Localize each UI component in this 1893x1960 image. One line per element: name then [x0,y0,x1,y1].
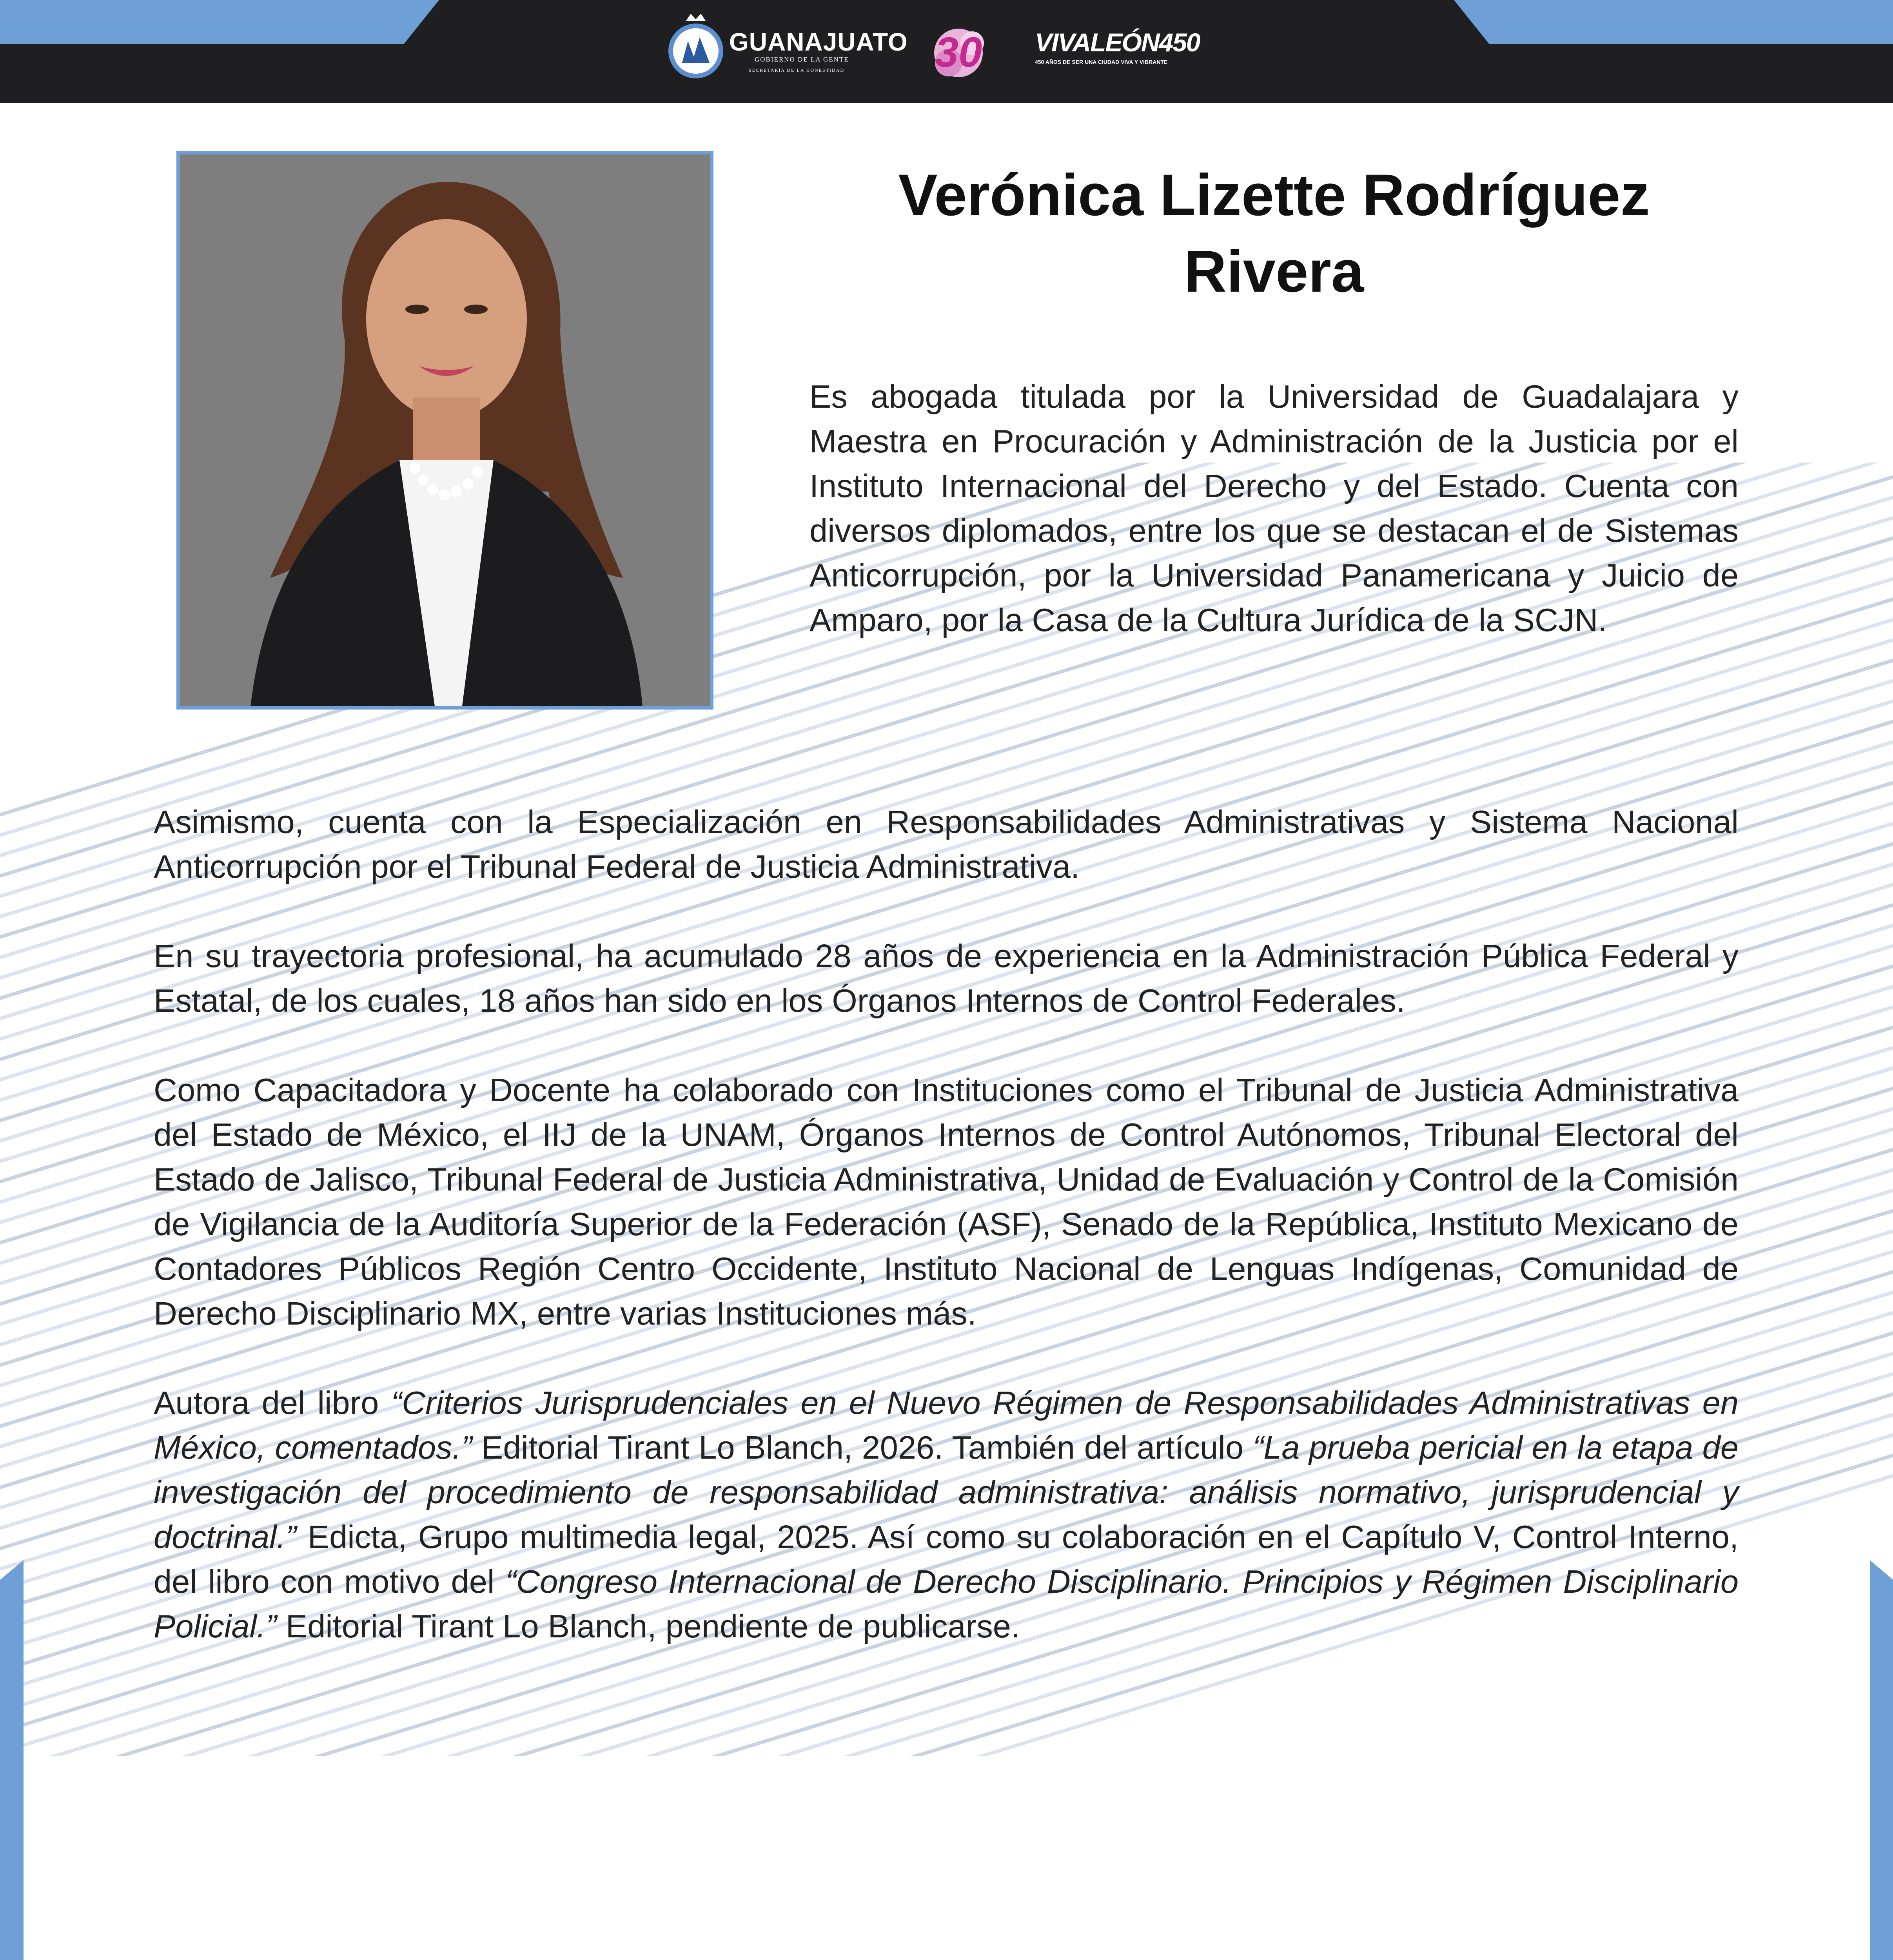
paragraph-specialization: Asimismo, cuenta con la Especialización en Responsabilidades Administrativas y Sistema Nacional Anticorrupción por el Tribunal Federal de Justicia Administrativa. [154,804,1739,885]
paragraph-teaching: Como Capacitadora y Docente ha colaborado con Instituciones como el Tribunal de Justicia Administrativa del Estado de México, el IIJ de la UNAM, Órganos Internos de Control Autónomos, Tribunal Electoral del Estado de Jalisco, Tribunal Federal de Justicia Administrativa, Unidad de Evaluación y Control de la Comisión de Vigilancia de la Auditoría Superior de la Federación (ASF), Senado de la República, Instituto Mexicano de Contadores Públicos Región Centro Occidente, Instituto Nacional de Lenguas Indígenas, Comunidad de Derecho Disciplinario MX, entre varias Instituciones más. [154,1072,1739,1332]
article-title: “La prueba pericial en la etapa de investigación del procedimiento de responsabilidad administrativa: análisis normativo, jurisprudencial y doctrinal.” [154,1429,1739,1555]
vivaleon-subtitle: 450 AÑOS DE SER UNA CIUDAD VIVA Y VIBRANTE [1035,59,1168,65]
vivaleon-logo [1035,27,1270,86]
intro-paragraph: Es abogada titulada por la Universidad de Guadalajara y Maestra en Procuración y Administración de la Justicia por el Instituto Internacional del Derecho y del Estado. Cuenta con diversos diplomados, entre los que se destacan el de Sistemas Anticorrupción, por la Universidad Panamericana y Juicio de Amparo, por la Casa de la Cultura Jurídica de la SCJN. [809,378,1739,638]
person-name-line2: Rivera [1184,238,1364,304]
header-accent-left [0,0,439,44]
publications-text-4: Editorial Tirant Lo Blanch, pendiente de publicarse. [276,1608,1020,1644]
guanajuato-title: GUANAJUATO [729,28,908,56]
publications-text-3: Edicta, Grupo multimedia legal, 2025. Así como su colaboración en el Capítulo V, Control Interno, del libro con motivo del [154,1519,1739,1600]
biography-body [154,800,1739,1693]
crest-icon [666,14,725,84]
book-title: “Criterios Jurisprudenciales en el Nuevo Régimen de Responsabilidades Administrativas en México, comentados.” [154,1385,1739,1466]
person-name [784,157,1764,310]
guanajuato-subtitle: GOBIERNO DE LA GENTE [755,56,849,63]
guanajuato-logo [666,12,909,90]
anniversary-number: 30 [935,28,982,76]
publications-text-1: Autora del libro [154,1385,391,1421]
header-accent-right [1454,0,1893,44]
anniversary-logo [925,16,996,86]
guanajuato-caption: SECRETARÍA DE LA HONESTIDAD [749,67,845,73]
paragraph-experience: En su trayectoria profesional, ha acumulado 28 años de experiencia en la Administración Pública Federal y Estatal, de los cuales, 18 años han sido en los Órganos Internos de Control Federales. [154,938,1739,1019]
vivaleon-title: VIVALEÓN450 [1035,28,1200,57]
congress-book-title: “Congreso Internacional de Derecho Disciplinario. Principios y Régimen Disciplinario Policial.” [154,1563,1739,1644]
profile-photo [176,151,713,710]
person-name-line1: Verónica Lizette Rodríguez [898,162,1650,228]
header-logos [612,12,1278,90]
publications-text-2: Editorial Tirant Lo Blanch, 2026. También del artículo [472,1429,1253,1466]
paragraph-publications [154,1381,1739,1649]
